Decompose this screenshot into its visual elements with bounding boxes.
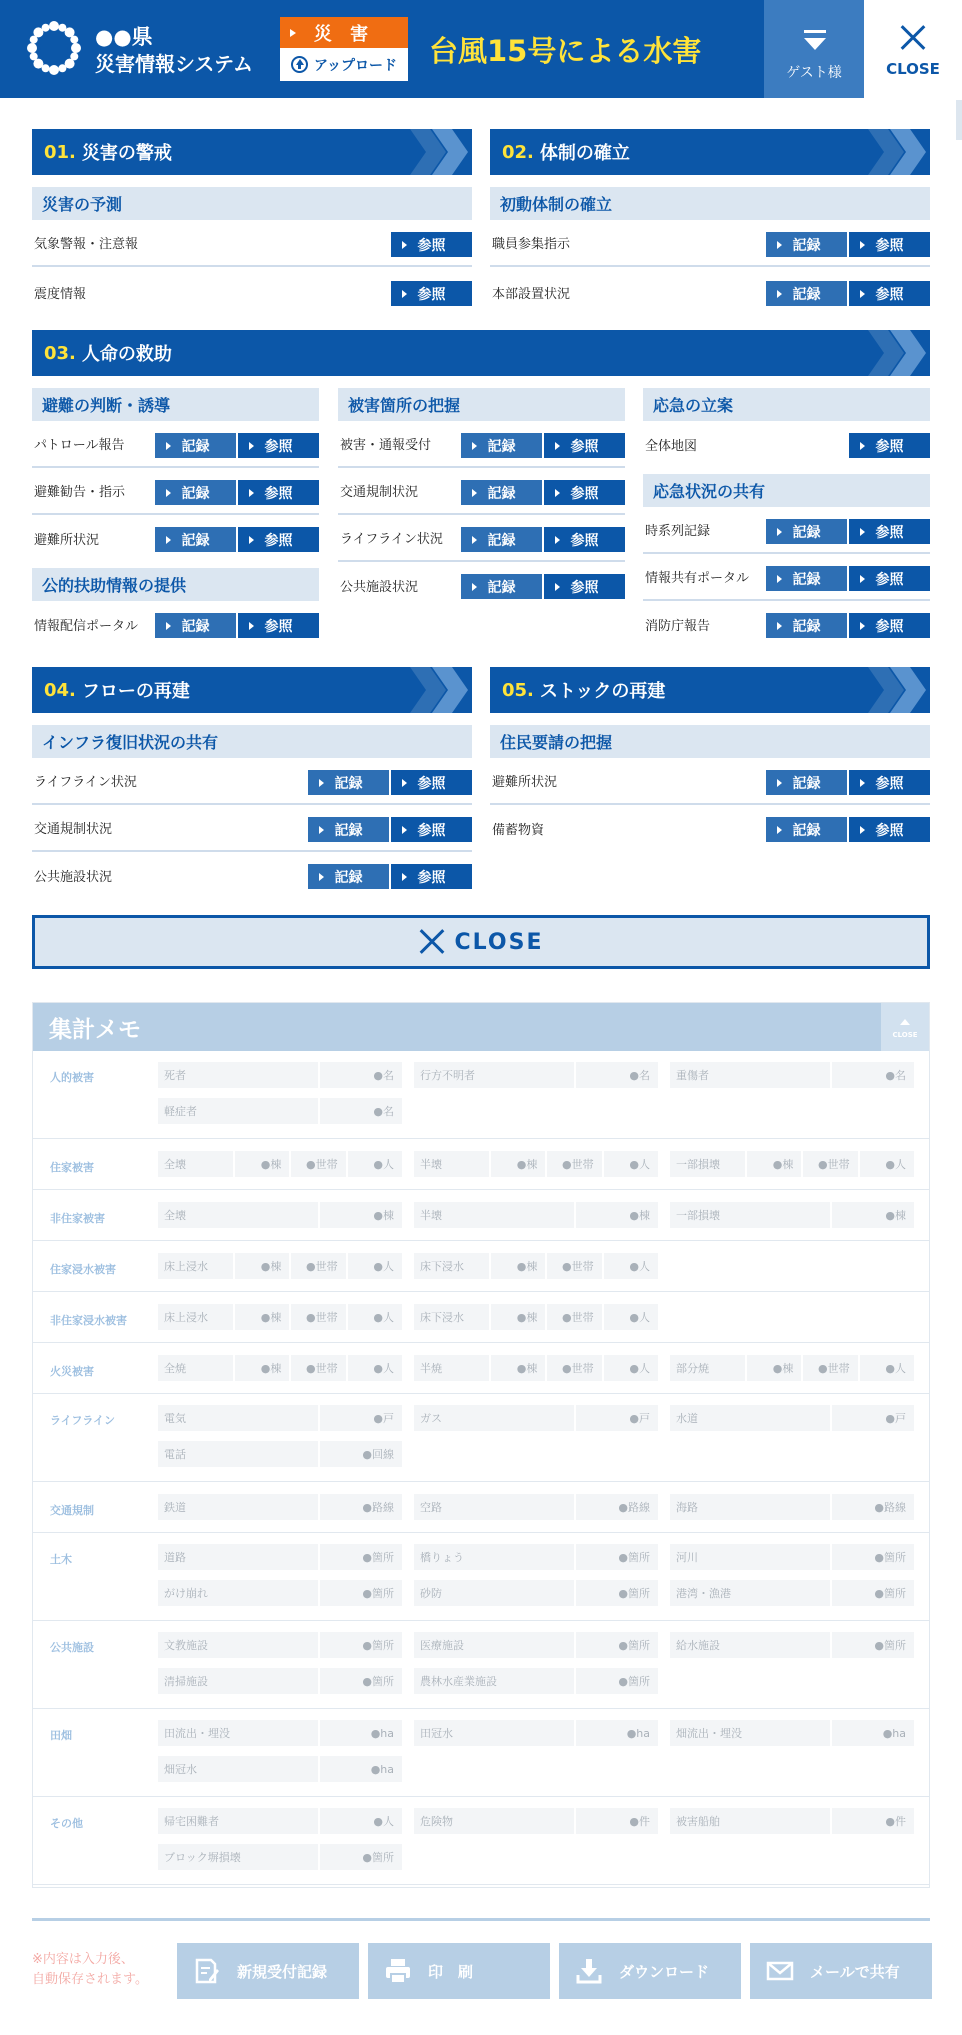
row-label: 避難所状況 — [34, 533, 100, 548]
memo-item-name: 半壊 — [414, 1202, 574, 1228]
refer-button[interactable]: 参照 — [544, 527, 625, 552]
memo-item-name: 全壊 — [158, 1151, 233, 1177]
refer-button[interactable]: 参照 — [238, 613, 319, 638]
disaster-upload-widget — [280, 17, 408, 81]
memo-value-field[interactable]: ●人 — [604, 1151, 658, 1177]
chevron-decoration-icon — [868, 129, 930, 175]
share-mail-label: メールで共有 — [810, 1962, 900, 1981]
subsection-header: 応急の立案 — [643, 388, 930, 421]
memo-item-name: 河川 — [670, 1544, 830, 1570]
memo-value-field[interactable]: ●箇所 — [576, 1632, 658, 1658]
printer-icon — [384, 1957, 412, 1985]
memo-value-field[interactable]: ●人 — [348, 1253, 402, 1279]
memo-item-name: 軽症者 — [158, 1098, 318, 1124]
memo-item-name: 被害船舶 — [670, 1808, 830, 1834]
refer-button[interactable]: 参照 — [238, 480, 319, 505]
memo-item-name: ブロック塀損壊 — [158, 1844, 318, 1870]
memo-value-field[interactable]: ●棟 — [235, 1355, 289, 1381]
memo-value-field[interactable]: ●世帯 — [547, 1253, 601, 1279]
memo-value-field[interactable]: ●世帯 — [547, 1355, 601, 1381]
subsection-header: 災害の予測 — [32, 187, 472, 220]
record-button[interactable]: 記録 — [308, 864, 389, 889]
row-label: 本部設置状況 — [492, 287, 571, 302]
memo-item-name: 橋りょう — [414, 1544, 574, 1570]
subsection-header: 住民要請の把握 — [490, 725, 930, 758]
memo-value-field[interactable]: ●箇所 — [320, 1544, 402, 1570]
new-record-button[interactable] — [177, 1943, 359, 1999]
download-button[interactable] — [559, 1943, 741, 1999]
system-brand — [95, 24, 253, 78]
row-label: 情報共有ポータル — [645, 571, 750, 586]
list-item — [338, 515, 625, 562]
memo-row — [33, 1621, 929, 1709]
row-label: 消防庁報告 — [645, 619, 711, 634]
refer-button[interactable]: 参照 — [544, 574, 625, 599]
memo-value-field[interactable]: ●世帯 — [547, 1151, 601, 1177]
autosave-note — [32, 1950, 148, 1990]
memo-item-name: 道路 — [158, 1544, 318, 1570]
record-button[interactable]: 記録 — [766, 770, 847, 795]
system-name: 災害情報システム — [95, 52, 253, 76]
record-button[interactable]: 記録 — [308, 770, 389, 795]
memo-value-field[interactable]: ●路線 — [832, 1494, 914, 1520]
memo-value-field[interactable]: ●ha — [832, 1720, 914, 1746]
refer-button[interactable]: 参照 — [849, 566, 930, 591]
row-label: 避難所状況 — [492, 775, 558, 790]
memo-item-name: 床下浸水 — [414, 1253, 489, 1279]
memo-row-label: 非住家被害 — [50, 1212, 105, 1225]
row-label: 職員参集指示 — [492, 237, 571, 252]
new-record-icon — [193, 1957, 221, 1985]
memo-header — [33, 1003, 929, 1051]
guest-menu-button[interactable] — [764, 0, 864, 98]
list-item — [643, 507, 930, 554]
list-item — [338, 562, 625, 609]
memo-value-field[interactable]: ●人 — [860, 1355, 914, 1381]
memo-value-field[interactable]: ●名 — [832, 1062, 914, 1088]
summary-memo-panel — [32, 1002, 930, 1888]
memo-row-label: ライフライン — [50, 1414, 116, 1427]
memo-value-field[interactable]: ●棟 — [235, 1151, 289, 1177]
refer-button[interactable]: 参照 — [238, 527, 319, 552]
disaster-title: 台風15号による水害 — [429, 34, 702, 68]
row-label: 時系列記録 — [645, 524, 711, 539]
record-button[interactable]: 記録 — [766, 566, 847, 591]
download-icon — [575, 1957, 603, 1985]
list-item — [32, 421, 319, 468]
memo-row-label: 住家被害 — [50, 1161, 94, 1174]
refer-button[interactable]: 参照 — [391, 864, 472, 889]
collapse-arrow-icon — [900, 1019, 910, 1025]
memo-value-field[interactable]: ●人 — [348, 1355, 402, 1381]
record-button[interactable]: 記録 — [461, 527, 542, 552]
close-icon — [419, 929, 445, 955]
list-item — [338, 421, 625, 468]
record-button[interactable]: 記録 — [766, 232, 847, 257]
memo-value-field[interactable]: ●世帯 — [803, 1151, 857, 1177]
memo-item-name: 床上浸水 — [158, 1253, 233, 1279]
memo-value-field[interactable]: ●名 — [320, 1062, 402, 1088]
record-button[interactable]: 記録 — [766, 817, 847, 842]
record-button[interactable]: 記録 — [155, 480, 236, 505]
memo-value-field[interactable]: ●棟 — [576, 1202, 658, 1228]
memo-item-name: ガス — [414, 1405, 574, 1431]
subsection-header: インフラ復旧状況の共有 — [32, 725, 472, 758]
subsection-header: 応急状況の共有 — [643, 474, 930, 507]
record-button[interactable]: 記録 — [461, 574, 542, 599]
memo-value-field[interactable]: ●箇所 — [320, 1668, 402, 1694]
footer-divider — [32, 1918, 930, 1921]
subsection-header: 初動体制の確立 — [490, 187, 930, 220]
memo-value-field[interactable]: ●棟 — [491, 1355, 545, 1381]
list-item — [490, 758, 930, 805]
memo-item-name: 床下浸水 — [414, 1304, 489, 1330]
memo-value-field[interactable]: ●戸 — [832, 1405, 914, 1431]
subsection-header: 公的扶助情報の提供 — [32, 568, 319, 601]
memo-value-field[interactable]: ●箇所 — [576, 1580, 658, 1606]
memo-item-name: 田冠水 — [414, 1720, 574, 1746]
share-mail-button[interactable] — [750, 1943, 932, 1999]
row-label: 公共施設状況 — [340, 580, 419, 595]
record-button[interactable]: 記録 — [766, 613, 847, 638]
refer-button[interactable]: 参照 — [544, 480, 625, 505]
memo-item-name: 水道 — [670, 1405, 830, 1431]
memo-value-field[interactable]: ●棟 — [747, 1355, 801, 1381]
memo-value-field[interactable]: ●箇所 — [832, 1632, 914, 1658]
record-button[interactable]: 記録 — [766, 519, 847, 544]
refer-button[interactable]: 参照 — [391, 817, 472, 842]
memo-row-label: その他 — [50, 1817, 83, 1830]
memo-value-field[interactable]: ●名 — [576, 1062, 658, 1088]
memo-value-field[interactable]: ●世帯 — [803, 1355, 857, 1381]
section-number: 03. — [44, 342, 76, 364]
list-item — [32, 220, 472, 267]
memo-item-name: 海路 — [670, 1494, 830, 1520]
memo-row — [33, 1797, 929, 1885]
memo-value-field[interactable]: ●人 — [348, 1304, 402, 1330]
row-label: パトロール報告 — [34, 438, 125, 453]
app-header — [0, 0, 962, 98]
menu-close-label: CLOSE — [454, 929, 544, 955]
chevron-decoration-icon — [868, 667, 930, 713]
row-label: 避難勧告・指示 — [34, 485, 126, 500]
memo-value-field[interactable]: ●人 — [320, 1808, 402, 1834]
memo-value-field[interactable]: ●箇所 — [576, 1544, 658, 1570]
row-label: ライフライン状況 — [34, 775, 137, 790]
refer-button[interactable]: 参照 — [849, 281, 930, 306]
memo-value-field[interactable]: ●世帯 — [291, 1355, 345, 1381]
memo-item-name: がけ崩れ — [158, 1580, 318, 1606]
section-number: 05. — [502, 679, 534, 701]
refer-button[interactable]: 参照 — [849, 770, 930, 795]
list-item — [643, 554, 930, 601]
memo-item-name: 文教施設 — [158, 1632, 318, 1658]
refer-button[interactable]: 参照 — [544, 433, 625, 458]
row-label: 公共施設状況 — [34, 870, 113, 885]
memo-value-field[interactable]: ●路線 — [320, 1494, 402, 1520]
refer-button[interactable]: 参照 — [849, 232, 930, 257]
memo-value-field[interactable]: ●人 — [604, 1355, 658, 1381]
section-header-04 — [32, 667, 472, 713]
record-button[interactable]: 記録 — [155, 527, 236, 552]
memo-value-field[interactable]: ●名 — [320, 1098, 402, 1124]
refer-button[interactable]: 参照 — [391, 232, 472, 257]
section-header-05 — [490, 667, 930, 713]
menu-close-button[interactable] — [32, 915, 930, 969]
memo-value-field[interactable]: ●人 — [860, 1151, 914, 1177]
memo-value-field[interactable]: ●棟 — [747, 1151, 801, 1177]
memo-collapse-button[interactable] — [881, 1003, 929, 1051]
memo-row-label: 田畑 — [50, 1729, 72, 1742]
memo-item-name: 給水施設 — [670, 1632, 830, 1658]
memo-item-name: 畑流出・埋没 — [670, 1720, 830, 1746]
record-button[interactable]: 記録 — [155, 613, 236, 638]
close-icon — [900, 25, 926, 51]
list-item — [490, 805, 930, 852]
new-record-label: 新規受付記録 — [237, 1962, 328, 1981]
memo-row — [33, 1709, 929, 1797]
print-label: 印 刷 — [428, 1962, 474, 1981]
memo-value-field[interactable]: ●箇所 — [320, 1844, 402, 1870]
memo-row-label: 公共施設 — [50, 1641, 94, 1654]
menu-bar-icon — [804, 30, 826, 33]
refer-button[interactable]: 参照 — [849, 433, 930, 458]
refer-button[interactable]: 参照 — [849, 817, 930, 842]
memo-item-name: 床上浸水 — [158, 1304, 233, 1330]
section-title: 体制の確立 — [539, 143, 630, 164]
memo-row — [33, 1051, 929, 1139]
row-label: 震度情報 — [34, 287, 87, 302]
memo-value-field[interactable]: ●箇所 — [832, 1580, 914, 1606]
row-label: 被害・通報受付 — [340, 438, 432, 453]
section-title: 災害の警戒 — [81, 143, 172, 164]
memo-row-label: 火災被害 — [50, 1365, 94, 1378]
memo-value-field[interactable]: ●世帯 — [291, 1304, 345, 1330]
mail-icon — [766, 1957, 794, 1985]
chevron-decoration-icon — [410, 667, 472, 713]
memo-item-name: 清掃施設 — [158, 1668, 318, 1694]
org-name: ●●県 — [95, 25, 153, 49]
header-close-button[interactable] — [864, 0, 962, 98]
section-title: 人命の救助 — [81, 344, 172, 365]
dropdown-arrow-icon — [804, 38, 826, 50]
memo-value-field[interactable]: ●棟 — [491, 1151, 545, 1177]
memo-value-field[interactable]: ●棟 — [320, 1202, 402, 1228]
memo-item-name: 半焼 — [414, 1355, 489, 1381]
list-item — [643, 601, 930, 648]
memo-item-name: 農林水産業施設 — [414, 1668, 574, 1694]
record-button[interactable]: 記録 — [461, 480, 542, 505]
upload-button[interactable] — [280, 48, 408, 81]
list-item — [338, 468, 625, 515]
chevron-decoration-icon — [410, 129, 472, 175]
memo-item-name: 一部損壊 — [670, 1202, 830, 1228]
memo-row-label: 土木 — [50, 1553, 72, 1566]
refer-button[interactable]: 参照 — [391, 770, 472, 795]
memo-item-name: 空路 — [414, 1494, 574, 1520]
list-item — [32, 758, 472, 805]
memo-item-name: 港湾・漁港 — [670, 1580, 830, 1606]
memo-item-name: 帰宅困難者 — [158, 1808, 318, 1834]
refer-button[interactable]: 参照 — [238, 433, 319, 458]
memo-value-field[interactable]: ●世帯 — [291, 1151, 345, 1177]
memo-value-field[interactable]: ●人 — [348, 1151, 402, 1177]
list-item — [643, 421, 930, 468]
memo-row — [33, 1343, 929, 1394]
row-label: 交通規制状況 — [34, 822, 113, 837]
memo-value-field[interactable]: ●棟 — [491, 1304, 545, 1330]
list-item — [32, 805, 472, 852]
memo-row — [33, 1394, 929, 1482]
memo-value-field[interactable]: ●箇所 — [832, 1544, 914, 1570]
memo-value-field[interactable]: ●ha — [320, 1756, 402, 1782]
memo-value-field[interactable]: ●棟 — [491, 1253, 545, 1279]
section-header-02 — [490, 129, 930, 175]
memo-item-name: 砂防 — [414, 1580, 574, 1606]
memo-value-field[interactable]: ●人 — [604, 1253, 658, 1279]
list-item — [32, 468, 319, 515]
chevron-decoration-icon — [868, 330, 930, 376]
list-item — [490, 269, 930, 316]
memo-value-field[interactable]: ●ha — [576, 1720, 658, 1746]
memo-value-field[interactable]: ●箇所 — [576, 1668, 658, 1694]
list-item — [32, 852, 472, 899]
memo-value-field[interactable]: ●ha — [320, 1720, 402, 1746]
memo-value-field[interactable]: ●件 — [576, 1808, 658, 1834]
memo-item-name: 重傷者 — [670, 1062, 830, 1088]
disaster-tag[interactable]: 災 害 — [280, 17, 408, 48]
memo-row — [33, 1139, 929, 1190]
refer-button[interactable]: 参照 — [849, 613, 930, 638]
memo-value-field[interactable]: ●箇所 — [320, 1632, 402, 1658]
memo-item-name: 田流出・埋没 — [158, 1720, 318, 1746]
memo-item-name: 死者 — [158, 1062, 318, 1088]
memo-value-field[interactable]: ●戸 — [576, 1405, 658, 1431]
memo-item-name: 畑冠水 — [158, 1756, 318, 1782]
section-number: 01. — [44, 141, 76, 163]
memo-value-field[interactable]: ●回線 — [320, 1441, 402, 1467]
memo-value-field[interactable]: ●世帯 — [291, 1253, 345, 1279]
print-button[interactable] — [368, 1943, 550, 1999]
refer-button[interactable]: 参照 — [849, 519, 930, 544]
memo-item-name: 一部損壊 — [670, 1151, 745, 1177]
memo-item-name: 危険物 — [414, 1808, 574, 1834]
memo-value-field[interactable]: ●棟 — [235, 1304, 289, 1330]
subsection-header: 避難の判断・誘導 — [32, 388, 319, 421]
refer-button[interactable]: 参照 — [391, 281, 472, 306]
header-close-label: CLOSE — [886, 60, 940, 78]
memo-item-name: 鉄道 — [158, 1494, 318, 1520]
section-header-03 — [32, 330, 930, 376]
memo-item-name: 全壊 — [158, 1202, 318, 1228]
memo-row-label: 人的被害 — [50, 1071, 94, 1084]
upload-icon — [291, 56, 308, 73]
record-button[interactable]: 記録 — [766, 281, 847, 306]
section-header-01 — [32, 129, 472, 175]
memo-item-name: 行方不明者 — [414, 1062, 574, 1088]
memo-row-label: 住家浸水被害 — [50, 1263, 116, 1276]
section-number: 02. — [502, 141, 534, 163]
row-label: 備蓄物資 — [492, 823, 545, 838]
memo-item-name: 部分焼 — [670, 1355, 745, 1381]
row-label: 交通規制状況 — [340, 485, 419, 500]
memo-value-field[interactable]: ●人 — [604, 1304, 658, 1330]
autosave-note-line2: 自動保存されます。 — [32, 1972, 148, 1987]
memo-value-field[interactable]: ●戸 — [320, 1405, 402, 1431]
memo-row — [33, 1190, 929, 1241]
section-number: 04. — [44, 679, 76, 701]
memo-value-field[interactable]: ●世帯 — [547, 1304, 601, 1330]
memo-value-field[interactable]: ●箇所 — [320, 1580, 402, 1606]
memo-item-name: 電気 — [158, 1405, 318, 1431]
autosave-note-line1: ※内容は入力後、 — [32, 1952, 134, 1967]
guest-label: ゲスト様 — [786, 65, 842, 81]
record-button[interactable]: 記録 — [155, 433, 236, 458]
memo-item-name: 全焼 — [158, 1355, 233, 1381]
memo-row — [33, 1292, 929, 1343]
memo-row — [33, 1482, 929, 1533]
memo-collapse-label: CLOSE — [892, 1031, 918, 1039]
memo-value-field[interactable]: ●路線 — [576, 1494, 658, 1520]
record-button[interactable]: 記録 — [308, 817, 389, 842]
list-item — [32, 269, 472, 316]
memo-row — [33, 1241, 929, 1292]
memo-value-field[interactable]: ●棟 — [832, 1202, 914, 1228]
memo-value-field[interactable]: ●件 — [832, 1808, 914, 1834]
memo-value-field[interactable]: ●棟 — [235, 1253, 289, 1279]
memo-item-name: 半壊 — [414, 1151, 489, 1177]
memo-row-label: 交通規制 — [50, 1504, 94, 1517]
memo-item-name: 医療施設 — [414, 1632, 574, 1658]
section-title: フローの再建 — [81, 681, 190, 702]
row-label: ライフライン状況 — [340, 532, 443, 547]
list-item — [32, 515, 319, 562]
row-label: 情報配信ポータル — [34, 619, 139, 634]
memo-row-label: 非住家浸水被害 — [50, 1314, 127, 1327]
subsection-header: 被害箇所の把握 — [338, 388, 625, 421]
memo-title: 集計メモ — [49, 1016, 141, 1043]
memo-item-name: 電話 — [158, 1441, 318, 1467]
memo-row — [33, 1533, 929, 1621]
record-button[interactable]: 記録 — [461, 433, 542, 458]
section-title: ストックの再建 — [539, 681, 666, 702]
prefecture-logo-icon — [26, 20, 82, 76]
upload-label: アップロード — [313, 57, 398, 74]
row-label: 気象警報・注意報 — [34, 237, 139, 252]
row-label: 全体地図 — [645, 439, 698, 454]
list-item — [32, 601, 319, 648]
scrollbar[interactable] — [956, 100, 962, 140]
download-label: ダウンロード — [619, 1962, 710, 1981]
list-item — [490, 220, 930, 267]
